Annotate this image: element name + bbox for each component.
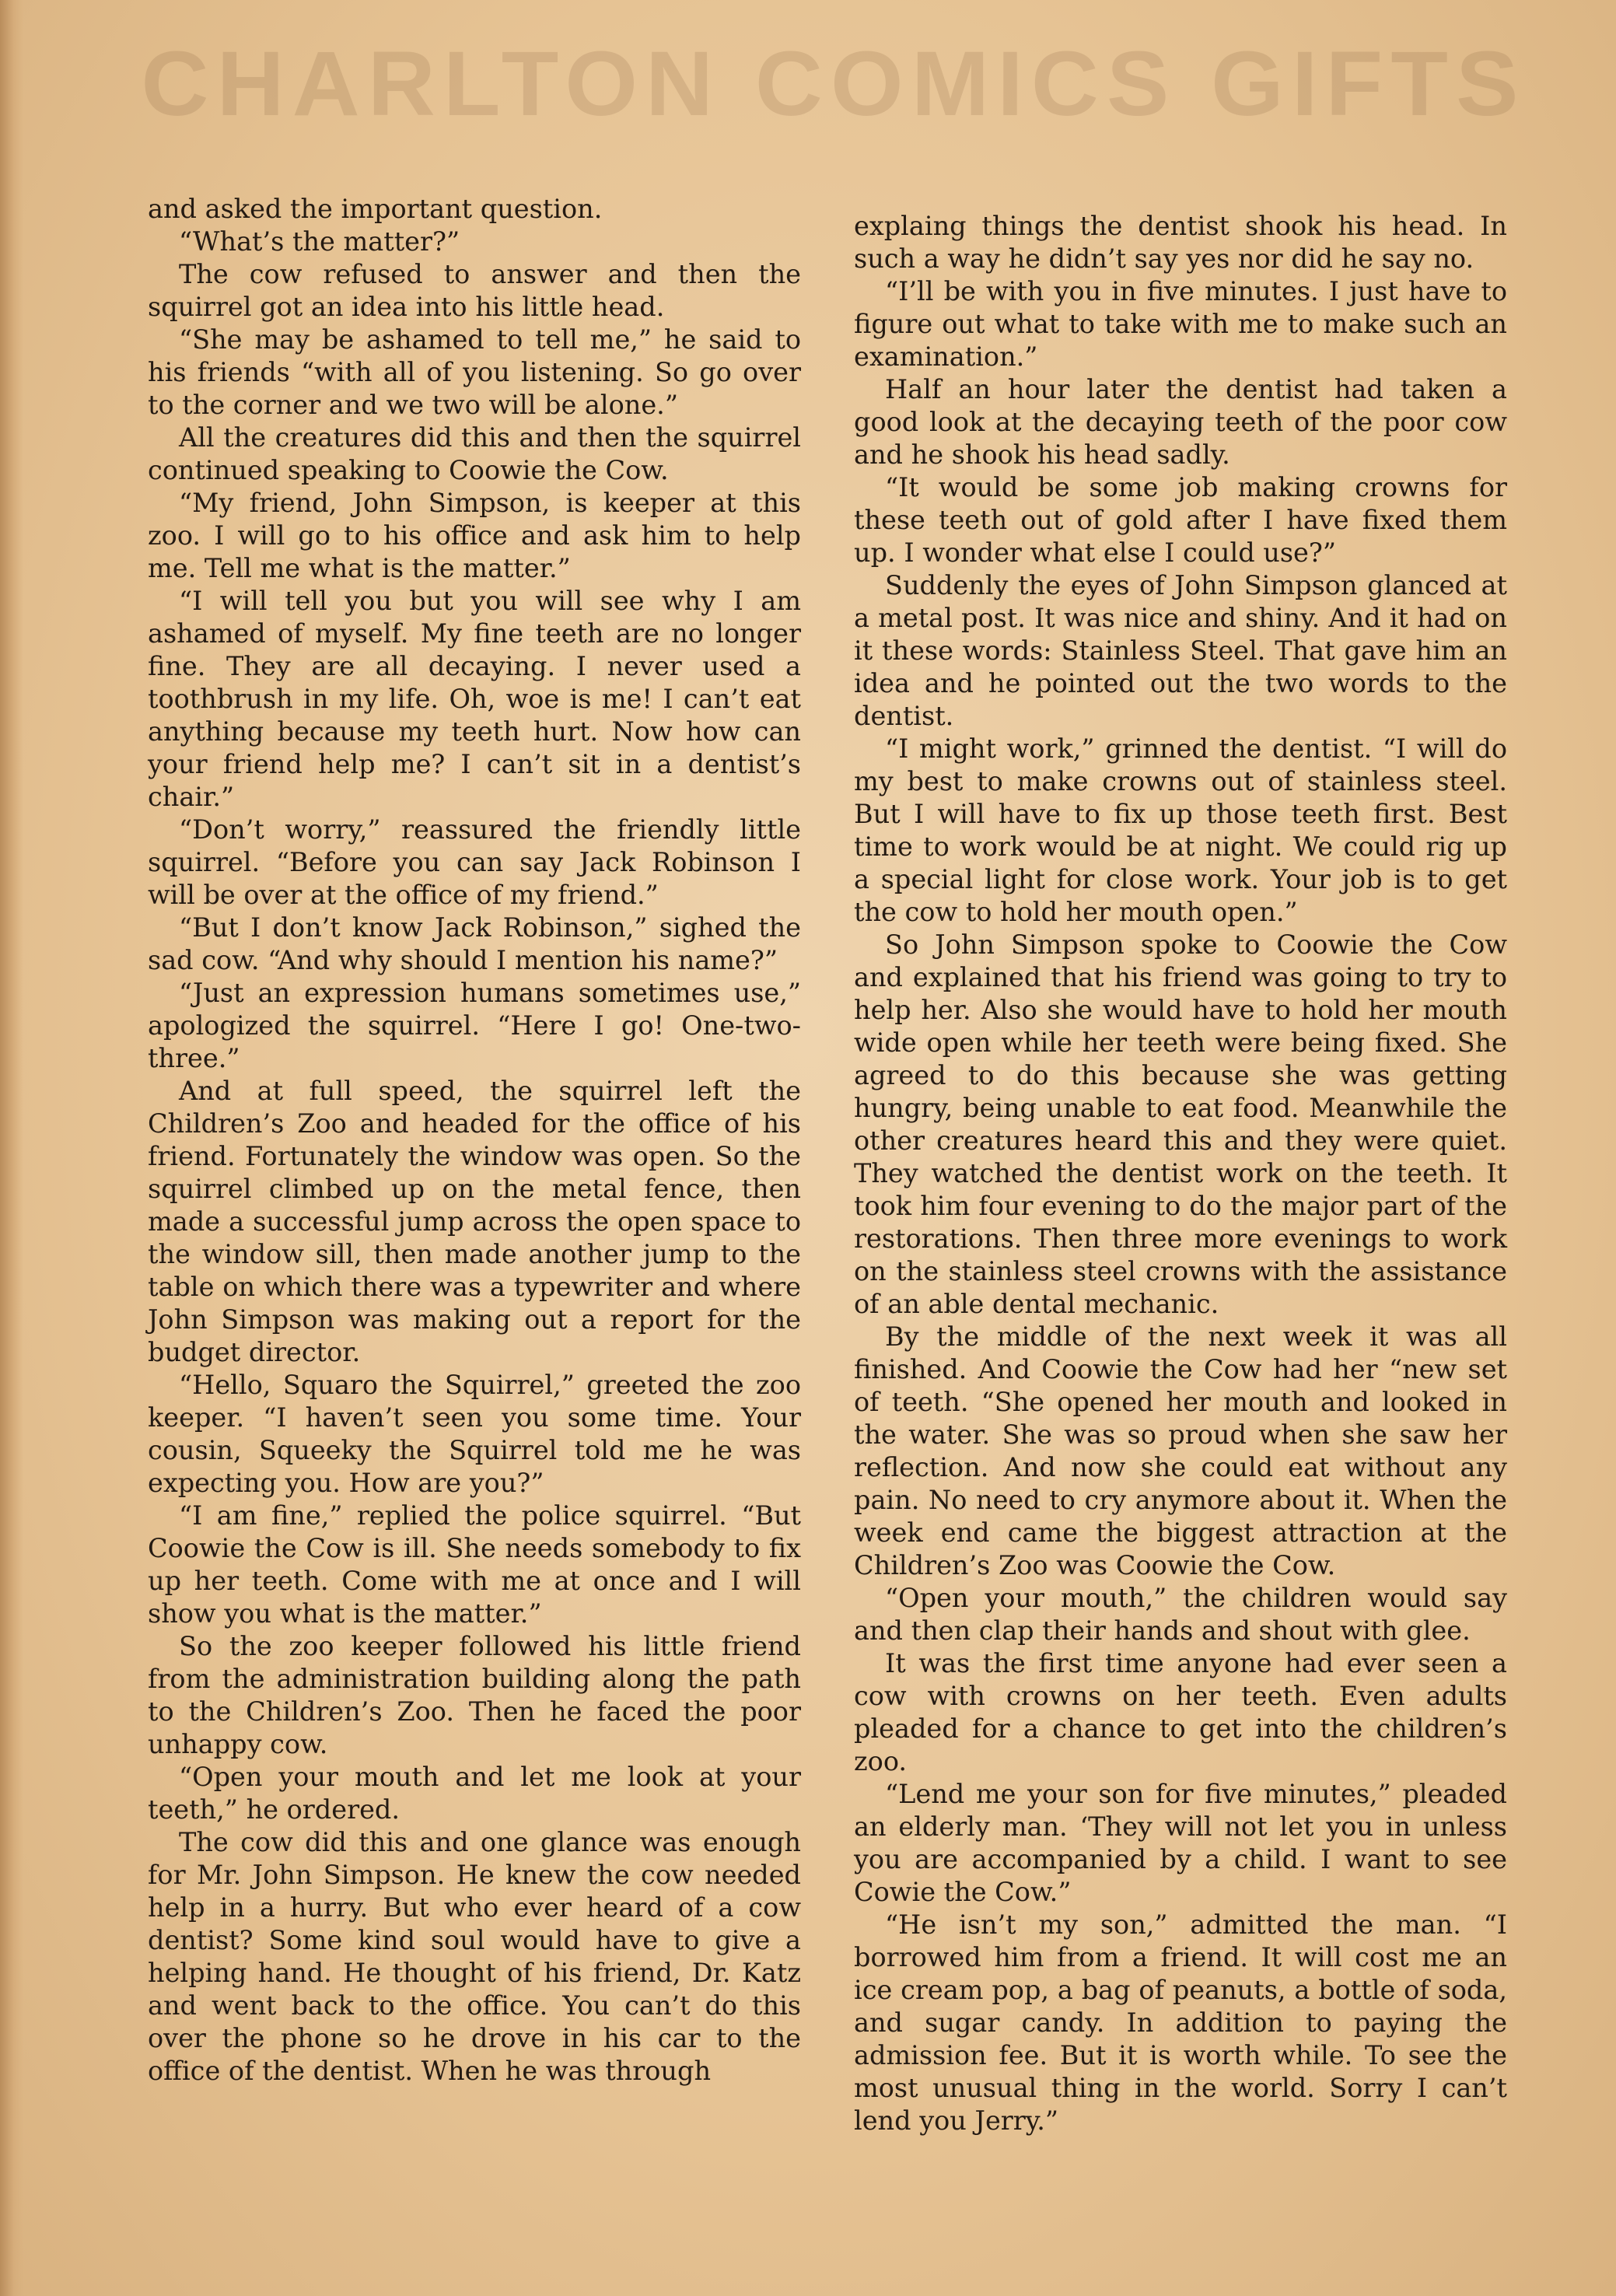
paragraph: “Lend me your son for five minutes,” pleaded an elderly man. ‘They will not let you in unless you are accompanied by a child. I want to see Cowie the Cow.” [854, 1779, 1507, 1907]
paragraph: “He isn’t my son,” admitted the man. “I borrowed him from a friend. It will cost me an ice cream pop, a bag of peanuts, a bottle of soda, and sugar candy. In addition to paying the admission fee. But it is worth while. To see the most unusual thing in the world. Sorry I can’t lend you Jerry.” [854, 1909, 1507, 2136]
torn-page-edge [0, 0, 23, 2296]
paragraph: Suddenly the eyes of John Simpson glanced at a metal post. It was nice and shiny. And it had on it these words: Stainless Steel. That gave him an idea and he pointed out the two words to the dentist. [854, 570, 1507, 731]
paragraph: “I will tell you but you will see why I am ashamed of myself. My fine teeth are no longer fine. They are all decaying. I never used a toothbrush in my life. Oh, woe is me! I can’t eat anything because my teeth hurt. Now how can your friend help me? I can’t sit in a dentist’s chair.” [148, 586, 801, 812]
paragraph: “I might work,” grinned the dentist. “I will do my best to make crowns out of stainless steel. But I will have to fix up those teeth first. Best time to work would be at night. We could rig up a special light for close work. Your job is to get the cow to hold her mouth open.” [854, 733, 1507, 927]
paragraph: It was the first time anyone had ever seen a cow with crowns on her teeth. Even adults pleaded for a chance to get into the children’s zoo. [854, 1648, 1507, 1776]
paragraph: “I’ll be with you in five minutes. I just have to figure out what to take with me to make such an examination.” [854, 276, 1507, 372]
show-through-header: CHARLTON COMICS GIFTS [141, 33, 1527, 135]
paragraph: “Hello, Squaro the Squirrel,” greeted the zoo keeper. “I haven’t seen you some time. Your cousin, Squeeky the Squirrel told me he was expecting you. How are you?” [148, 1370, 801, 1498]
paragraph: By the middle of the next week it was all finished. And Coowie the Cow had her “new set of teeth. “She opened her mouth and looked in the water. She was so proud when she saw her reflection. And now she could eat without any pain. No need to cry anymore about it. When the week end came the biggest attraction at the Children’s Zoo was Coowie the Cow. [854, 1321, 1507, 1580]
paragraph: “What’s the matter?” [179, 226, 460, 257]
paragraph: So John Simpson spoke to Coowie the Cow and explained that his friend was going to try to help her. Also she would have to hold her mouth wide open while her teeth were being fixed. She agreed to do this because she was getting hungry, being unable to eat food. Meanwhile the other creatures heard this and they were quiet. They watched the dentist work on the teeth. It took him four evening to do the major part of the restorations. Then three more evenings to work on the stainless steel crowns with the assistance of an able dental mechanic. [854, 929, 1507, 1319]
paragraph: So the zoo keeper followed his little friend from the administration building along the path to the Children’s Zoo. Then he faced the poor unhappy cow. [148, 1631, 801, 1759]
paragraph: All the creatures did this and then the squirrel continued speaking to Coowie the Cow. [148, 422, 801, 485]
paragraph: “Open your mouth,” the children would say and then clap their hands and shout with glee. [854, 1583, 1507, 1646]
paragraph: “It would be some job making crowns for these teeth out of gold after I have fixed them up. I wonder what else I could use?” [854, 472, 1507, 568]
paragraph: “But I don’t know Jack Robinson,” sighed the sad cow. “And why should I mention his name?” [148, 912, 801, 975]
paragraph: “Just an expression humans sometimes use,” apologized the squirrel. “Here I go! One-two-three.” [148, 978, 801, 1073]
paragraph: The cow did this and one glance was enough for Mr. John Simpson. He knew the cow needed help in a hurry. But who ever heard of a cow dentist? Some kind soul would have to give a helping hand. He thought of his friend, Dr. Katz and went back to the office. You can’t do this over the phone so he drove in his car to the office of the dentist. When he was through [148, 1827, 801, 2086]
paragraph: “My friend, John Simpson, is keeper at this zoo. I will go to his office and ask him to help me. Tell me what is the matter.” [148, 488, 801, 583]
paragraph: And at full speed, the squirrel left the Children’s Zoo and headed for the office of his friend. Fortunately the window was open. So the squirrel climbed up on the metal fence, then made a successful jump across the open space to the window sill, then made another jump to the table on which there was a typewriter and where John Simpson was making out a report for the budget director. [148, 1076, 801, 1367]
paragraph: explaing things the dentist shook his head. In such a way he didn’t say yes nor did he say no. [854, 211, 1507, 274]
left-text-column [148, 193, 801, 2088]
paragraph: “Don’t worry,” reassured the friendly little squirrel. “Before you can say Jack Robinson I will be over at the office of my friend.” [148, 814, 801, 910]
paragraph: “I am fine,” replied the police squirrel. “But Coowie the Cow is ill. She needs somebody to fix up her teeth. Come with me at once and I will show you what is the matter.” [148, 1500, 801, 1629]
paragraph: “She may be ashamed to tell me,” he said to his friends “with all of you listening. So go over to the corner and we two will be alone.” [148, 324, 801, 420]
right-text-column [854, 210, 1507, 2137]
paragraph: Half an hour later the dentist had taken a good look at the decaying teeth of the poor cow and he shook his head sadly. [854, 374, 1507, 470]
paragraph: “Open your mouth and let me look at your teeth,” he ordered. [148, 1762, 801, 1825]
paragraph: The cow refused to answer and then the squirrel got an idea into his little head. [148, 259, 801, 322]
paragraph: and asked the important question. [148, 194, 603, 224]
